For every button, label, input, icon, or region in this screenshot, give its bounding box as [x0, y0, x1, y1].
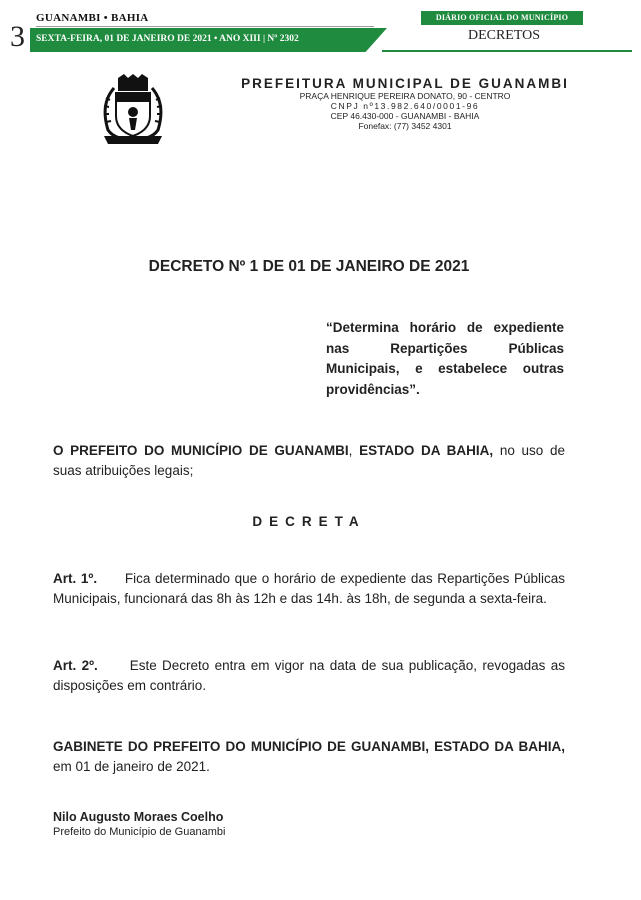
closing-date: em 01 de janeiro de 2021.: [53, 759, 210, 774]
decreta-heading: DECRETA: [252, 514, 366, 529]
organization-name: PREFEITURA MUNICIPAL DE GUANAMBI: [241, 76, 569, 91]
article-2: [53, 656, 565, 696]
article-2-label: Art. 2º.: [53, 658, 98, 673]
header-rule: [36, 26, 374, 27]
article-2-text: Este Decreto entra em vigor na data de sua publicação, revogadas as disposições em contrário.: [53, 658, 565, 693]
decree-title: DECRETO Nº 1 DE 01 DE JANEIRO DE 2021: [148, 258, 470, 275]
decree-summary: “Determina horário de expediente nas Repartições Públicas Municipais, e estabelece outras providências”.: [326, 320, 564, 397]
section-title: DECRETOS: [467, 28, 541, 43]
cnpj-line: CNPJ nº13.982.640/0001-96: [330, 101, 480, 111]
page-number: 3: [10, 20, 25, 53]
city-label: GUANAMBI • BAHIA: [36, 12, 149, 24]
section-rule: [382, 50, 632, 52]
phone-line: Fonefax: (77) 3452 4301: [358, 121, 452, 131]
closing-office: GABINETE DO PREFEITO DO MUNICÍPIO DE GUANAMBI, ESTADO DA BAHIA,: [53, 739, 565, 754]
preamble-text: no uso de suas atribuições legais;: [53, 443, 566, 478]
article-1-text: Fica determinado que o horário de expediente das Repartições Públicas Municipais, funcionará das 8h às 12h e das 14h. às 18h, de segunda a sexta-feira.: [53, 571, 565, 606]
preamble-paragraph: [53, 441, 565, 481]
closing-paragraph: [53, 737, 565, 777]
cep-line: CEP 46.430-000 - GUANAMBI - BAHIA: [330, 111, 480, 121]
preamble-authority: O PREFEITO DO MUNICÍPIO DE GUANAMBI: [53, 443, 349, 458]
edition-info: SEXTA-FEIRA, 01 DE JANEIRO DE 2021 • ANO XIII | Nº 2302: [36, 34, 299, 44]
signer-name: Nilo Augusto Moraes Coelho: [53, 810, 224, 824]
preamble-state: ESTADO DA BAHIA,: [359, 443, 494, 458]
article-1-label: Art. 1º.: [53, 571, 98, 586]
municipal-coat-of-arms-icon: [96, 74, 170, 146]
diario-oficial-badge: DIÁRIO OFICIAL DO MUNICÍPIO: [421, 11, 583, 25]
signer-role: Prefeito do Município de Guanambi: [53, 826, 226, 838]
preamble-separator: ,: [348, 443, 360, 458]
article-1: [53, 569, 565, 609]
address-line: PRAÇA HENRIQUE PEREIRA DONATO, 90 - CENTRO: [299, 91, 511, 101]
